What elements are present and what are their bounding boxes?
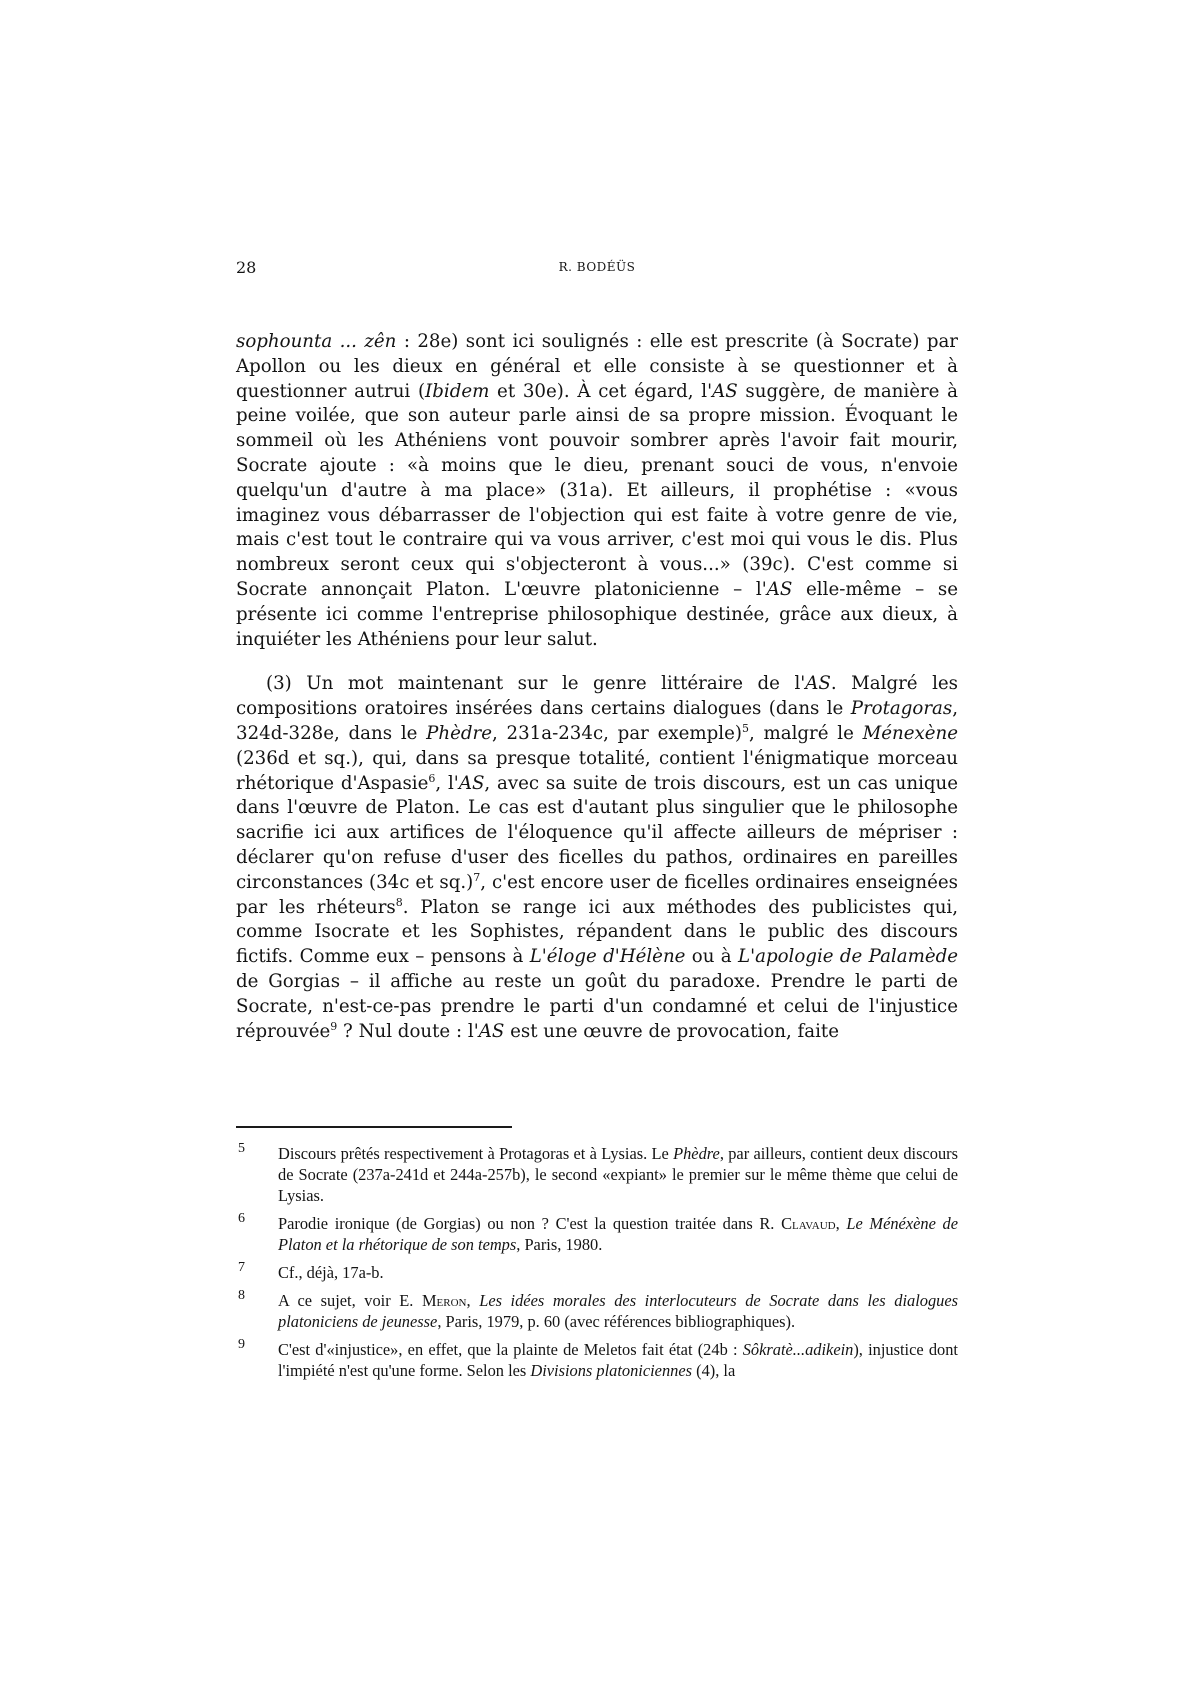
author-name: Clavaud <box>781 1214 836 1233</box>
text-run: (3) Un mot maintenant sur le genre littéraire de l' <box>266 673 806 695</box>
text-run: , c'est encore user de ficelles ordinaires enseignées par les rhéteurs <box>236 871 958 918</box>
italic-text: Le Ménéxène de Platon et la rhétorique de son temps <box>278 1214 958 1254</box>
footnote-text <box>278 1291 958 1331</box>
body-paragraph <box>236 330 958 652</box>
italic-text: Phèdre <box>426 722 492 744</box>
text-run: Cf., déjà, 17a-b. <box>278 1263 384 1282</box>
footnote-ref: 6 <box>428 771 436 785</box>
author-name: Meron <box>421 1291 467 1310</box>
text-run: Discours prêtés respectivement à Protagoras et à Lysias. Le <box>278 1144 674 1163</box>
text-run: : 28e) sont ici soulignés : elle est prescrite (à Socrate) par Apollon ou les dieux en général et elle consiste à se questionner et à questionner autrui ( <box>236 331 959 402</box>
footnote-ref: 5 <box>741 721 749 735</box>
text-run: , malgré le <box>748 722 863 744</box>
footnote-text <box>278 1340 958 1380</box>
text-run: suggère, de manière à peine voilée, que son auteur parle ainsi de sa propre mission. Évoquant le sommeil où les Athéniens vont pouvoir sombrer après l'avoir fait mourir, Socrate ajoute : «à moins que le dieu, prenant souci de vous, n'envoie quelqu'un d'autre à ma place» (31a). Et ailleurs, il prophétise : «vous imaginez vous débarrasser de l'objection qui est faite à votre genre de vie, mais c'est tout le contraire qui va vous arriver, c'est moi qui vous le dis. Plus nombreux seront ceux qui s'objecteront à vous...» (39c). C'est comme si Socrate annonçait Platon. L'œuvre platonicienne – l' <box>236 380 958 600</box>
text-run: Parodie ironique (de Gorgias) ou non ? C'est la question traitée dans R. <box>278 1214 782 1233</box>
italic-text: AS <box>458 772 485 794</box>
footnote-number: 5 <box>238 1141 245 1156</box>
footnote-text <box>278 1214 958 1254</box>
italic-text: Sôkratè...adikein <box>742 1340 854 1359</box>
page-number: 28 <box>236 258 257 277</box>
footnote-number: 6 <box>238 1211 245 1226</box>
italic-text: AS <box>805 673 831 695</box>
body-text <box>236 330 958 1044</box>
text-run: de Gorgias – il affiche au reste un goût du paradoxe. Prendre le parti de Socrate, n'est-ce-pas prendre le parti d'un condamné et celui de l'injustice réprouvée <box>236 970 958 1042</box>
body-paragraph <box>236 672 958 1044</box>
page-header <box>236 258 958 282</box>
text-run: , Paris, 1980. <box>516 1235 603 1254</box>
text-run: C'est d'«injustice», en effet, que la plainte de Meletos fait état (24b : <box>278 1340 743 1359</box>
footnote-separator <box>236 1126 512 1128</box>
footnote-number: 7 <box>238 1260 245 1275</box>
italic-text: Protagoras <box>850 698 953 720</box>
text-run: A ce sujet, voir E. <box>278 1291 422 1310</box>
text-run: (236d et sq.), qui, dans sa presque totalité, contient l'énigmatique morceau rhétorique d'Aspasie <box>236 747 958 794</box>
text-run: . Malgré les compositions oratoires insérées dans certains dialogues (dans le <box>236 673 959 720</box>
italic-text: Divisions platoniciennes <box>530 1361 693 1380</box>
text-run: , <box>835 1214 847 1233</box>
text-run: , avec sa suite de trois discours, est un cas unique dans l'œuvre de Platon. Le cas est d'autant plus singulier que le philosophe sacrifie ici aux artifices de l'éloquence qu'il affecte ailleurs de mépriser : déclarer qu'on refuse d'user des ficelles du pathos, ordinaires en pareilles circonstances (34c et sq.) <box>236 772 959 893</box>
italic-text: AS <box>766 578 793 600</box>
footnote-text <box>278 1144 958 1205</box>
italic-text: Ménexène <box>862 722 958 744</box>
text-run: , Paris, 1979, p. 60 (avec références bibliographiques). <box>437 1312 796 1331</box>
italic-text: sophounta ... zên <box>236 331 397 352</box>
footnote <box>236 1290 958 1332</box>
text-run: , 231a-234c, par exemple) <box>491 722 742 744</box>
italic-text: Ibidem <box>425 380 490 402</box>
footnote <box>236 1213 958 1255</box>
footnote-text <box>278 1263 384 1282</box>
running-head: R. BODÉÜS <box>558 260 636 274</box>
text-run: , l' <box>435 772 459 794</box>
italic-text: L'apologie de Palamède <box>738 946 959 968</box>
footnote <box>236 1143 958 1206</box>
footnote-ref: 9 <box>330 1019 338 1033</box>
footnote-ref: 7 <box>473 870 481 884</box>
italic-text: AS <box>712 380 738 402</box>
footnotes <box>236 1143 958 1388</box>
text-run: (4), la <box>692 1361 736 1380</box>
text-run: est une œuvre de provocation, faite <box>504 1020 840 1042</box>
italic-text: Les idées morales des interlocuteurs de Socrate dans les dialogues platoniciens de jeunesse <box>278 1291 958 1331</box>
footnote <box>236 1339 958 1381</box>
footnote-number: 8 <box>238 1288 245 1303</box>
text-run: . Platon se range ici aux méthodes des publicistes qui, comme Isocrate et les Sophistes, répandent dans le public des discours fictifs. Comme eux – pensons à <box>236 896 959 968</box>
text-run: ), injustice dont l'impiété n'est qu'une forme. Selon les <box>278 1340 958 1380</box>
text-run: elle-même – se présente ici comme l'entreprise philosophique destinée, grâce aux dieux, à inquiéter les Athéniens pour leur salut. <box>236 578 958 650</box>
text-run: , par ailleurs, contient deux discours de Socrate (237a-241d et 244a-257b), le second «expiant» le premier sur le même thème que celui de Lysias. <box>278 1144 958 1205</box>
text-run: et 30e). À cet égard, l' <box>489 380 713 402</box>
footnote <box>236 1262 958 1283</box>
footnote-number: 9 <box>238 1337 245 1352</box>
italic-text: L'éloge d'Hélène <box>529 946 686 968</box>
text-run: ? Nul doute : l' <box>337 1020 479 1042</box>
footnote-ref: 8 <box>395 895 403 909</box>
italic-text: AS <box>478 1020 505 1042</box>
italic-text: Phèdre <box>673 1144 720 1163</box>
text-run: ou à <box>685 946 739 968</box>
text-run: , <box>466 1291 480 1310</box>
text-run: , 324d-328e, dans le <box>236 698 958 744</box>
